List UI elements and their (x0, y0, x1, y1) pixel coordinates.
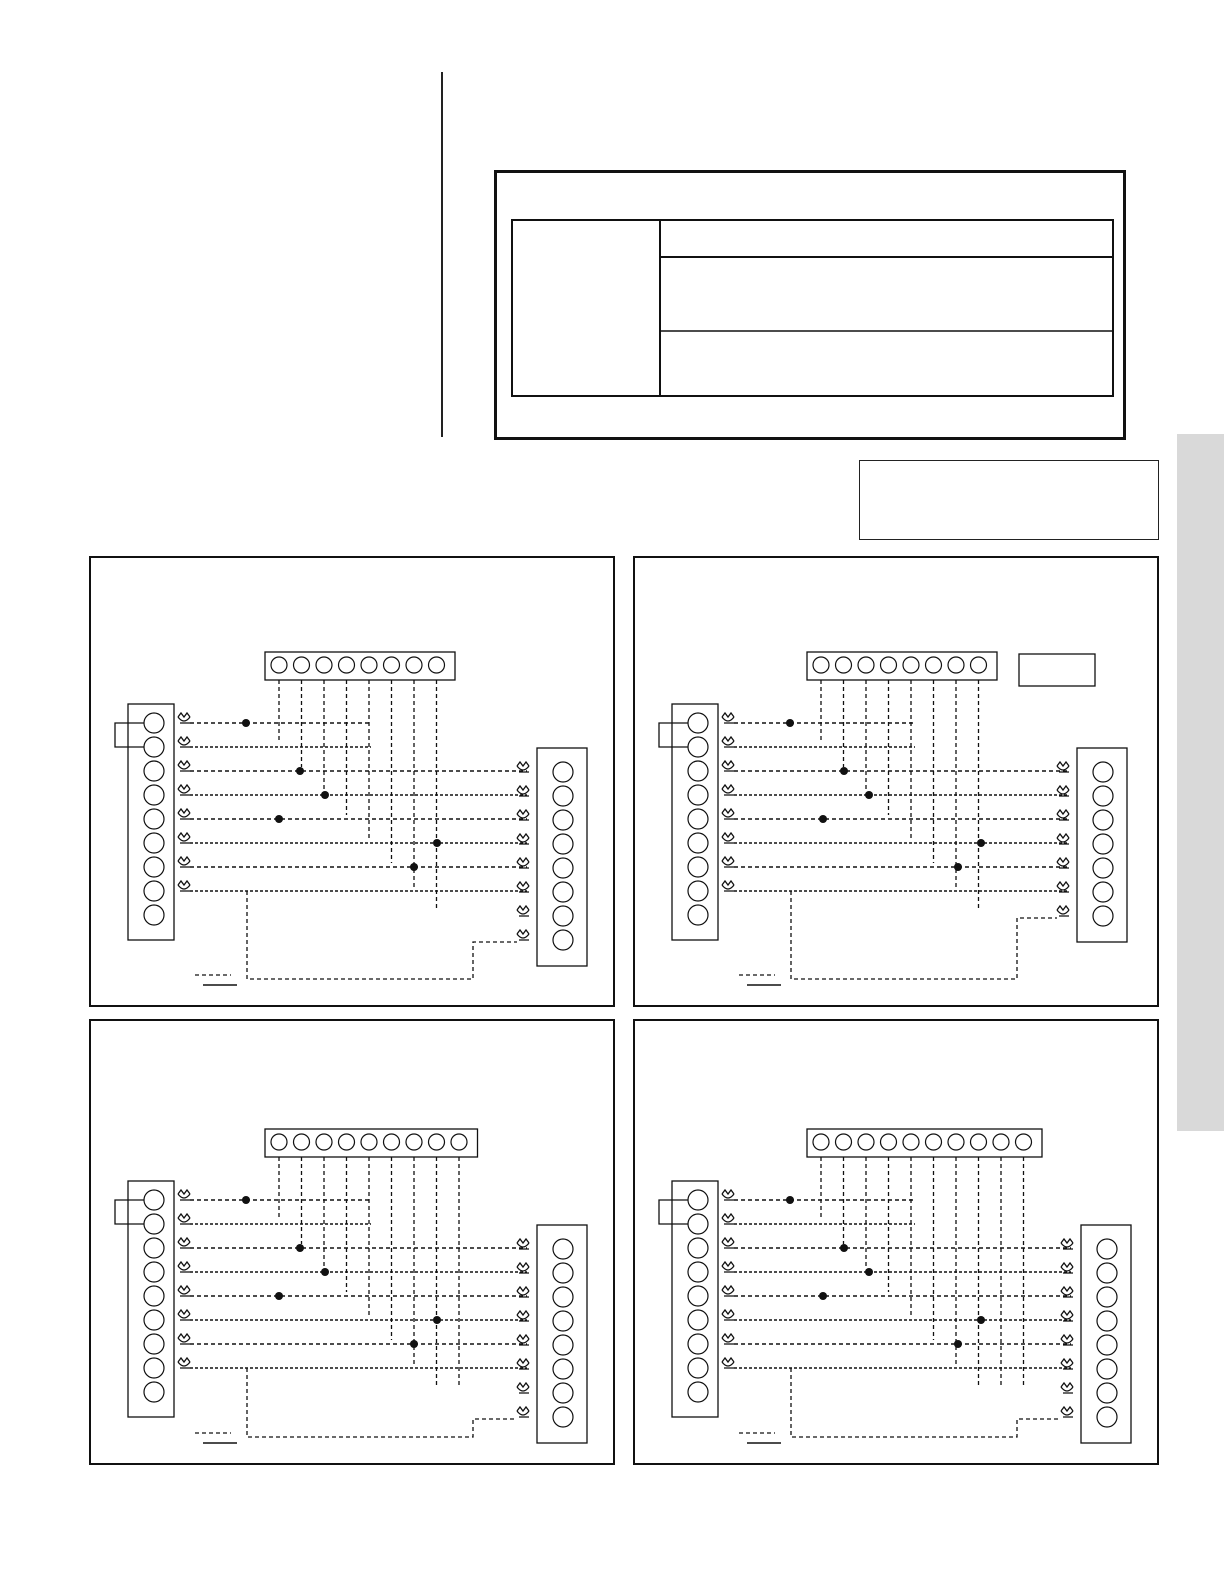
top-terminal (316, 657, 332, 673)
spade-connector (722, 761, 734, 771)
top-terminal (1016, 1134, 1032, 1150)
right-terminal (553, 1383, 573, 1403)
spade-connector (517, 882, 529, 892)
return-wire (791, 1368, 1061, 1437)
spade-connector (1057, 834, 1069, 844)
splice-dot (819, 1292, 827, 1300)
jumper-wire (659, 1200, 688, 1224)
spade-connector (517, 1407, 529, 1417)
left-terminal (144, 761, 164, 781)
spade-connector (722, 1190, 734, 1200)
spade-connector (178, 1238, 190, 1248)
top-terminal (271, 1134, 287, 1150)
spade-connector (178, 1358, 190, 1368)
left-terminal (144, 809, 164, 829)
splice-dot (410, 1340, 418, 1348)
left-terminal (144, 1358, 164, 1378)
right-terminal (553, 1311, 573, 1331)
spade-connector (178, 1214, 190, 1224)
spade-connector (178, 1334, 190, 1344)
left-terminal (144, 1262, 164, 1282)
left-terminal (688, 1310, 708, 1330)
left-terminal (144, 881, 164, 901)
jumper-wire (115, 723, 144, 747)
top-terminal (406, 1134, 422, 1150)
splice-dot (242, 1196, 250, 1204)
left-terminal (688, 761, 708, 781)
splice-dot (242, 719, 250, 727)
spade-connector (722, 857, 734, 867)
column-divider (441, 72, 443, 437)
return-wire (791, 891, 1057, 979)
right-terminal (553, 1335, 573, 1355)
spade-connector (517, 762, 529, 772)
right-terminal (1093, 834, 1113, 854)
spade-connector (1061, 1407, 1073, 1417)
right-terminal (553, 1407, 573, 1427)
left-terminal (144, 905, 164, 925)
splice-dot (275, 1292, 283, 1300)
left-terminal (144, 1214, 164, 1234)
top-terminal (429, 1134, 445, 1150)
top-terminal (451, 1134, 467, 1150)
left-terminal (688, 1358, 708, 1378)
spade-connector (1061, 1359, 1073, 1369)
left-terminal (688, 1190, 708, 1210)
top-terminal (813, 657, 829, 673)
left-terminal (144, 1334, 164, 1354)
splice-dot (840, 1244, 848, 1252)
left-terminal (688, 713, 708, 733)
top-terminal (361, 657, 377, 673)
top-terminal (836, 657, 852, 673)
left-terminal (144, 1286, 164, 1306)
left-terminal (144, 1238, 164, 1258)
top-terminal (339, 1134, 355, 1150)
right-terminal (553, 1239, 573, 1259)
splice-dot (321, 791, 329, 799)
top-terminal (294, 1134, 310, 1150)
top-terminal (858, 657, 874, 673)
spade-connector (178, 713, 190, 723)
spade-connector (517, 1359, 529, 1369)
right-terminal (553, 858, 573, 878)
spade-connector (722, 737, 734, 747)
wiring-diagram-3 (89, 1019, 615, 1465)
wiring-diagram-2-svg (635, 558, 1161, 1009)
right-terminal (1097, 1335, 1117, 1355)
left-terminal (144, 1310, 164, 1330)
spade-connector (178, 809, 190, 819)
splice-dot (410, 863, 418, 871)
right-terminal (553, 810, 573, 830)
spade-connector (722, 1358, 734, 1368)
right-terminal (553, 1359, 573, 1379)
left-terminal (688, 1286, 708, 1306)
top-terminal (271, 657, 287, 673)
left-terminal (144, 857, 164, 877)
left-terminal (144, 713, 164, 733)
right-terminal (1093, 906, 1113, 926)
top-terminal (993, 1134, 1009, 1150)
top-terminal (294, 657, 310, 673)
top-terminal (813, 1134, 829, 1150)
splice-dot (433, 1316, 441, 1324)
spade-connector (517, 858, 529, 868)
left-terminal (688, 881, 708, 901)
splice-dot (954, 1340, 962, 1348)
right-terminal (1097, 1407, 1117, 1427)
spade-connector (722, 1286, 734, 1296)
wiring-diagram-1-svg (91, 558, 617, 1009)
left-terminal (688, 809, 708, 829)
right-terminal (1097, 1311, 1117, 1331)
splice-dot (840, 767, 848, 775)
right-terminal (553, 906, 573, 926)
spade-connector (178, 785, 190, 795)
top-terminal (361, 1134, 377, 1150)
splice-dot (954, 863, 962, 871)
accessory-box (1019, 654, 1095, 686)
spec-table (494, 170, 1126, 440)
splice-dot (296, 1244, 304, 1252)
top-terminal (429, 657, 445, 673)
top-terminal (339, 657, 355, 673)
spade-connector (1061, 1311, 1073, 1321)
spade-connector (178, 1310, 190, 1320)
top-terminal (971, 657, 987, 673)
left-terminal (144, 737, 164, 757)
splice-dot (865, 1268, 873, 1276)
top-terminal (836, 1134, 852, 1150)
top-terminal (903, 1134, 919, 1150)
spade-connector (1061, 1335, 1073, 1345)
left-terminal (688, 1214, 708, 1234)
wiring-diagram-2 (633, 556, 1159, 1007)
spade-connector (517, 1335, 529, 1345)
right-terminal (1097, 1239, 1117, 1259)
left-terminal (688, 1334, 708, 1354)
spade-connector (517, 1383, 529, 1393)
right-terminal (553, 786, 573, 806)
right-terminal (553, 1263, 573, 1283)
spec-table-frame (494, 170, 1126, 440)
spade-connector (722, 1310, 734, 1320)
spade-connector (517, 810, 529, 820)
spade-connector (722, 1262, 734, 1272)
wiring-diagram-4 (633, 1019, 1159, 1465)
left-terminal (144, 833, 164, 853)
spade-connector (1061, 1287, 1073, 1297)
spade-connector (178, 1190, 190, 1200)
splice-dot (865, 791, 873, 799)
spade-connector (1057, 906, 1069, 916)
jumper-wire (659, 723, 688, 747)
right-terminal (553, 1287, 573, 1307)
top-terminal (926, 1134, 942, 1150)
top-terminal (316, 1134, 332, 1150)
spade-connector (1057, 882, 1069, 892)
spade-connector (178, 833, 190, 843)
spade-connector (722, 713, 734, 723)
left-terminal (688, 1382, 708, 1402)
top-terminal (881, 1134, 897, 1150)
spade-connector (517, 906, 529, 916)
right-terminal (1097, 1359, 1117, 1379)
right-terminal (1093, 810, 1113, 830)
wiring-diagram-1 (89, 556, 615, 1007)
splice-dot (977, 839, 985, 847)
wiring-diagram-3-svg (91, 1021, 617, 1467)
right-terminal (1093, 858, 1113, 878)
top-terminal (881, 657, 897, 673)
spade-connector (178, 881, 190, 891)
section-tab (1177, 434, 1224, 1131)
left-terminal (688, 1238, 708, 1258)
right-terminal (553, 762, 573, 782)
note-box (859, 460, 1159, 540)
splice-dot (433, 839, 441, 847)
top-terminal (858, 1134, 874, 1150)
right-terminal (1093, 762, 1113, 782)
top-terminal (926, 657, 942, 673)
right-terminal (1097, 1287, 1117, 1307)
spade-connector (517, 1287, 529, 1297)
spade-connector (722, 833, 734, 843)
top-terminal (948, 1134, 964, 1150)
splice-dot (275, 815, 283, 823)
spade-connector (178, 1286, 190, 1296)
spade-connector (178, 1262, 190, 1272)
right-terminal (553, 882, 573, 902)
spade-connector (1057, 786, 1069, 796)
spade-connector (178, 857, 190, 867)
right-terminal (1097, 1263, 1117, 1283)
top-terminal (971, 1134, 987, 1150)
spade-connector (722, 809, 734, 819)
right-terminal (1093, 882, 1113, 902)
left-terminal (144, 785, 164, 805)
top-terminal (384, 657, 400, 673)
spade-connector (517, 930, 529, 940)
right-terminal (553, 834, 573, 854)
return-wire (247, 1368, 517, 1437)
right-terminal (553, 930, 573, 950)
spade-connector (178, 737, 190, 747)
spade-connector (722, 1238, 734, 1248)
spade-connector (517, 1311, 529, 1321)
top-terminal (903, 657, 919, 673)
spade-connector (1061, 1383, 1073, 1393)
left-terminal (688, 857, 708, 877)
top-terminal (384, 1134, 400, 1150)
spade-connector (722, 1334, 734, 1344)
left-terminal (688, 1262, 708, 1282)
spade-connector (1061, 1239, 1073, 1249)
left-terminal (144, 1190, 164, 1210)
top-terminal (406, 657, 422, 673)
spade-connector (178, 761, 190, 771)
splice-dot (819, 815, 827, 823)
splice-dot (786, 1196, 794, 1204)
spade-connector (1061, 1263, 1073, 1273)
right-terminal (1097, 1383, 1117, 1403)
return-wire (247, 891, 517, 979)
splice-dot (786, 719, 794, 727)
left-terminal (688, 905, 708, 925)
spade-connector (517, 1263, 529, 1273)
right-terminal (1093, 786, 1113, 806)
splice-dot (977, 1316, 985, 1324)
jumper-wire (115, 1200, 144, 1224)
spade-connector (722, 1214, 734, 1224)
spade-connector (517, 834, 529, 844)
splice-dot (296, 767, 304, 775)
spade-connector (517, 1239, 529, 1249)
wiring-diagram-4-svg (635, 1021, 1161, 1467)
spade-connector (722, 881, 734, 891)
splice-dot (321, 1268, 329, 1276)
left-terminal (688, 833, 708, 853)
spade-connector (517, 786, 529, 796)
left-terminal (144, 1382, 164, 1402)
left-terminal (688, 737, 708, 757)
spade-connector (722, 785, 734, 795)
left-terminal (688, 785, 708, 805)
top-terminal (948, 657, 964, 673)
